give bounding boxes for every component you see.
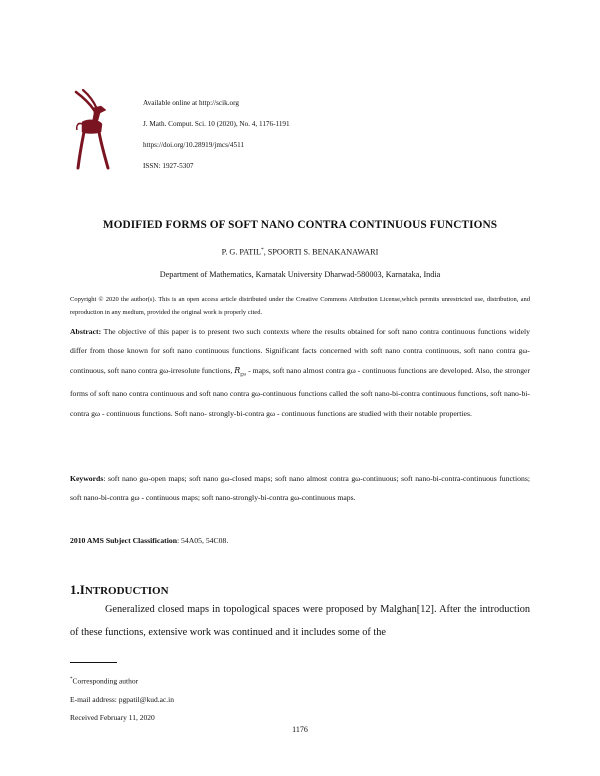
affiliation: Department of Mathematics, Karnatak University Dharwad-580003, Karnataka, India — [159, 270, 441, 279]
abstract — [70, 322, 530, 423]
journal-citation: J. Math. Comput. Sci. 10 (2020), No. 4, 1176-1191 — [143, 120, 290, 128]
subject-classification — [70, 536, 228, 545]
authors — [0, 247, 600, 257]
keywords-label: Keywords — [70, 474, 104, 483]
msc-label: 2010 AMS Subject Classification — [70, 536, 177, 545]
r-subscript: gω — [240, 372, 247, 378]
paper-title: MODIFIED FORMS OF SOFT NANO CONTRA CONTINUOUS FUNCTIONS — [102, 219, 498, 231]
received-date: Received February 11, 2020 — [70, 712, 155, 722]
footnote-mark: * — [70, 677, 73, 682]
author-2: SPOORTI S. BENAKANAWARI — [267, 247, 379, 257]
section-number: 1. — [70, 582, 80, 597]
msc-text: : 54A05, 54C08. — [177, 536, 229, 545]
keywords — [70, 469, 530, 508]
journal-info — [143, 93, 290, 177]
section-title-rest: NTRODUCTION — [84, 585, 169, 597]
footnote — [70, 671, 174, 727]
page-number: 1176 — [292, 725, 308, 734]
r-symbol: R — [234, 365, 241, 375]
copyright-notice: Copyright © 2020 the author(s). This is an open access article distributed under the Creative Commons Attribution License,which permits unrestricted use, distribution, and reproduction in any medium, provided the original work is properly cited. — [70, 296, 530, 316]
abstract-text-2: - maps, soft nano almost contra gω - continuous functions are developed. Also, the stronger forms of soft nano contra continuous and soft nano contra gω-continuous functions called the soft nano-bi-contra continuous functions, soft nano-bi-contra gω - continuous functions. Soft nano- strongly-bi-contra gω - continuous functions are studied with their notable properties. — [70, 365, 531, 418]
author-1: P. G. PATIL — [221, 247, 261, 257]
email-address[interactable]: E-mail address: pgpatil@kud.ac.in — [70, 694, 174, 704]
abstract-label: Abstract: — [70, 327, 102, 336]
available-online: Available online at http://scik.org — [143, 99, 239, 107]
corresponding-mark: * — [260, 247, 264, 253]
journal-logo — [70, 88, 116, 170]
abstract-text-1: The objective of this paper is to present two such contexts where the results obtained for soft nano contra continuous functions widely differ from those known for soft nano continuous functions. Significant facts concerned with soft nano contra continuous, soft nano contra gω-continuous, soft nano contra gω-irresolute functions, — [70, 327, 530, 375]
doi-link[interactable]: https://doi.org/10.28919/jmcs/4511 — [143, 141, 245, 149]
section-heading — [70, 582, 169, 598]
section-initial: I — [79, 582, 85, 597]
keywords-text: : soft nano gω-open maps; soft nano gω-closed maps; soft nano almost contra gω-continuous; soft nano-bi-contra-continuous functions; soft nano-bi-contra gω - continuous maps; soft nano-strongly-bi-contra gω-continuous maps. — [70, 474, 530, 503]
corresponding-author-text: Corresponding author — [72, 676, 139, 686]
corresponding-author-note — [70, 671, 174, 691]
author-separator: , — [263, 247, 268, 257]
introduction-paragraph: Generalized closed maps in topological spaces were proposed by Malghan[12]. After the introduction of these functions, extensive work was continued and it includes some of the — [70, 604, 530, 638]
footnote-divider — [70, 662, 117, 663]
issn: ISSN: 1927-5307 — [143, 162, 194, 170]
